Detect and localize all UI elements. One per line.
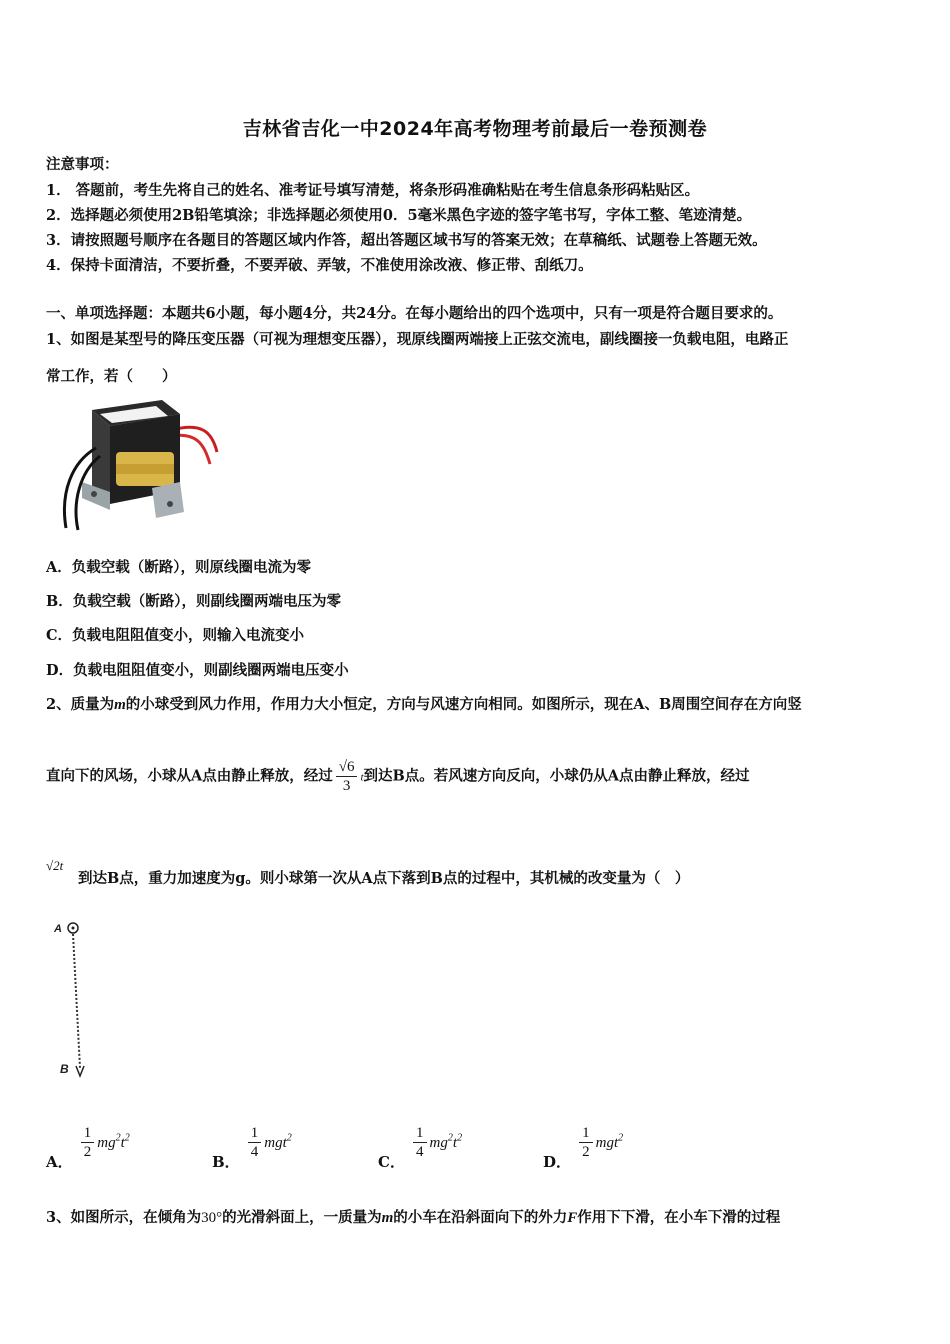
option-expr: mg [429, 1135, 448, 1151]
q2-option-d [543, 1124, 624, 1171]
q3-text: 作用下下滑，在小车下滑的过程 [577, 1209, 781, 1226]
q2-root [46, 858, 63, 873]
fall-path-diagram [50, 918, 100, 1078]
notice-item-3: 3．请按照题号顺序在各题目的答题区域内作答，超出答题区域书写的答案无效；在草稿纸、试题卷上答题无效。 [46, 232, 767, 249]
q2-stem-line2 [46, 758, 750, 795]
q2-stem-line1 [46, 693, 802, 714]
fraction-denominator: 2 [582, 1144, 590, 1160]
q3-var-f: F [567, 1210, 578, 1226]
q1-option-b: B．负载空载（断路），则副线圈两端电压为零 [46, 593, 342, 610]
option-sup: 2 [457, 1132, 463, 1144]
fraction-denominator: 2 [83, 1144, 92, 1160]
page-title: 吉林省吉化一中2024年高考物理考前最后一卷预测卷 [242, 118, 708, 140]
q2-text: 直向下的风场，小球从A点由静止释放，经过 [46, 767, 333, 785]
option-fraction [413, 1124, 427, 1161]
option-fraction [579, 1124, 593, 1161]
option-sup: 2 [115, 1132, 121, 1144]
point-a-label: A [54, 923, 62, 935]
q2-var-t2: t [59, 858, 64, 873]
notice-heading: 注意事项： [46, 156, 119, 173]
fraction-numerator: 1 [579, 1124, 593, 1143]
option-expr: t [452, 1135, 458, 1151]
fraction-numerator: 1 [413, 1124, 427, 1143]
q3-text: 的光滑斜面上，一质量为 [222, 1209, 382, 1226]
q3-stem-line1 [46, 1206, 780, 1227]
option-letter: B． [212, 1153, 240, 1171]
q1-stem-line2: 常工作，若（ ） [46, 368, 177, 385]
q2-var-t: t [360, 771, 364, 784]
q2-stem-line3-text: 到达B点，重力加速度为g。则小球第一次从A点下落到B点的过程中，其机械的改变量为（ ） [78, 870, 690, 887]
notice-item-2: 2．选择题必须使用2B铅笔填涂；非选择题必须使用0．5毫米黑色字迹的签字笔书写，字体工整、笔迹清楚。 [46, 207, 752, 224]
option-sup: 2 [286, 1132, 292, 1144]
option-letter: D． [543, 1153, 572, 1171]
option-letter: C． [378, 1153, 405, 1171]
option-fraction [248, 1124, 262, 1161]
q3-text: 的小车在沿斜面向下的外力 [393, 1209, 568, 1226]
root-expr: √2 [46, 858, 60, 873]
fraction-numerator: 1 [81, 1124, 95, 1143]
q3-var-m: m [381, 1210, 394, 1226]
q2-option-c [378, 1124, 463, 1171]
notice-item-1: 1． 答题前，考生先将自己的姓名、准考证号填写清楚，将条形码准确粘贴在考生信息条形码粘贴区。 [46, 182, 700, 199]
q1-option-a: A．负载空载（断路），则原线圈电流为零 [46, 559, 311, 576]
transformer-image [52, 392, 222, 532]
q2-text: 2、质量为 [46, 696, 115, 713]
option-expr: mgt [595, 1135, 619, 1151]
fraction-denominator: 3 [342, 778, 351, 794]
option-sup: 2 [124, 1132, 130, 1144]
q2-option-b [212, 1124, 292, 1171]
dashed-path [73, 934, 80, 1068]
option-sup: 2 [618, 1132, 624, 1144]
q1-option-d: D．负载电阻阻值变小，则副线圈两端电压变小 [46, 662, 349, 679]
q2-fraction [336, 758, 358, 795]
option-sup: 2 [447, 1132, 453, 1144]
option-expr: t [120, 1135, 125, 1151]
section-heading: 一、单项选择题：本题共6小题，每小题4分，共24分。在每小题给出的四个选项中，只有一项是符合题目要求的。 [46, 305, 783, 322]
option-letter: A． [46, 1153, 73, 1171]
q2-var-m: m [114, 697, 126, 713]
notice-item-4: 4．保持卡面清洁，不要折叠，不要弄破、弄皱，不准使用涂改液、修正带、刮纸刀。 [46, 257, 593, 274]
q3-angle: 30° [201, 1210, 223, 1226]
q2-text: 到达B点。若风速方向反向，小球仍从A点由静止释放，经过 [363, 767, 750, 785]
option-fraction [81, 1124, 95, 1161]
q2-option-a [46, 1124, 130, 1171]
q3-text: 3、如图所示，在倾角为 [46, 1209, 202, 1226]
fraction-denominator: 4 [416, 1144, 424, 1160]
fraction-numerator: √6 [336, 758, 358, 777]
fraction-numerator: 1 [248, 1124, 262, 1143]
fraction-denominator: 4 [250, 1144, 259, 1160]
q1-stem-line1: 1、如图是某型号的降压变压器（可视为理想变压器），现原线圈两端接上正弦交流电，副线圈接一负载电阻，电路正 [46, 331, 789, 348]
q1-option-c: C．负载电阻阻值变小，则输入电流变小 [46, 627, 305, 644]
point-b-label: B [60, 1062, 69, 1076]
q2-stem-line3 [46, 857, 63, 874]
option-expr: mg [97, 1135, 116, 1151]
q2-text: 的小球受到风力作用，作用力大小恒定，方向与风速方向相同。如图所示，现在A、B周围空间存在方向竖 [125, 696, 802, 713]
option-expr: mgt [264, 1135, 287, 1151]
